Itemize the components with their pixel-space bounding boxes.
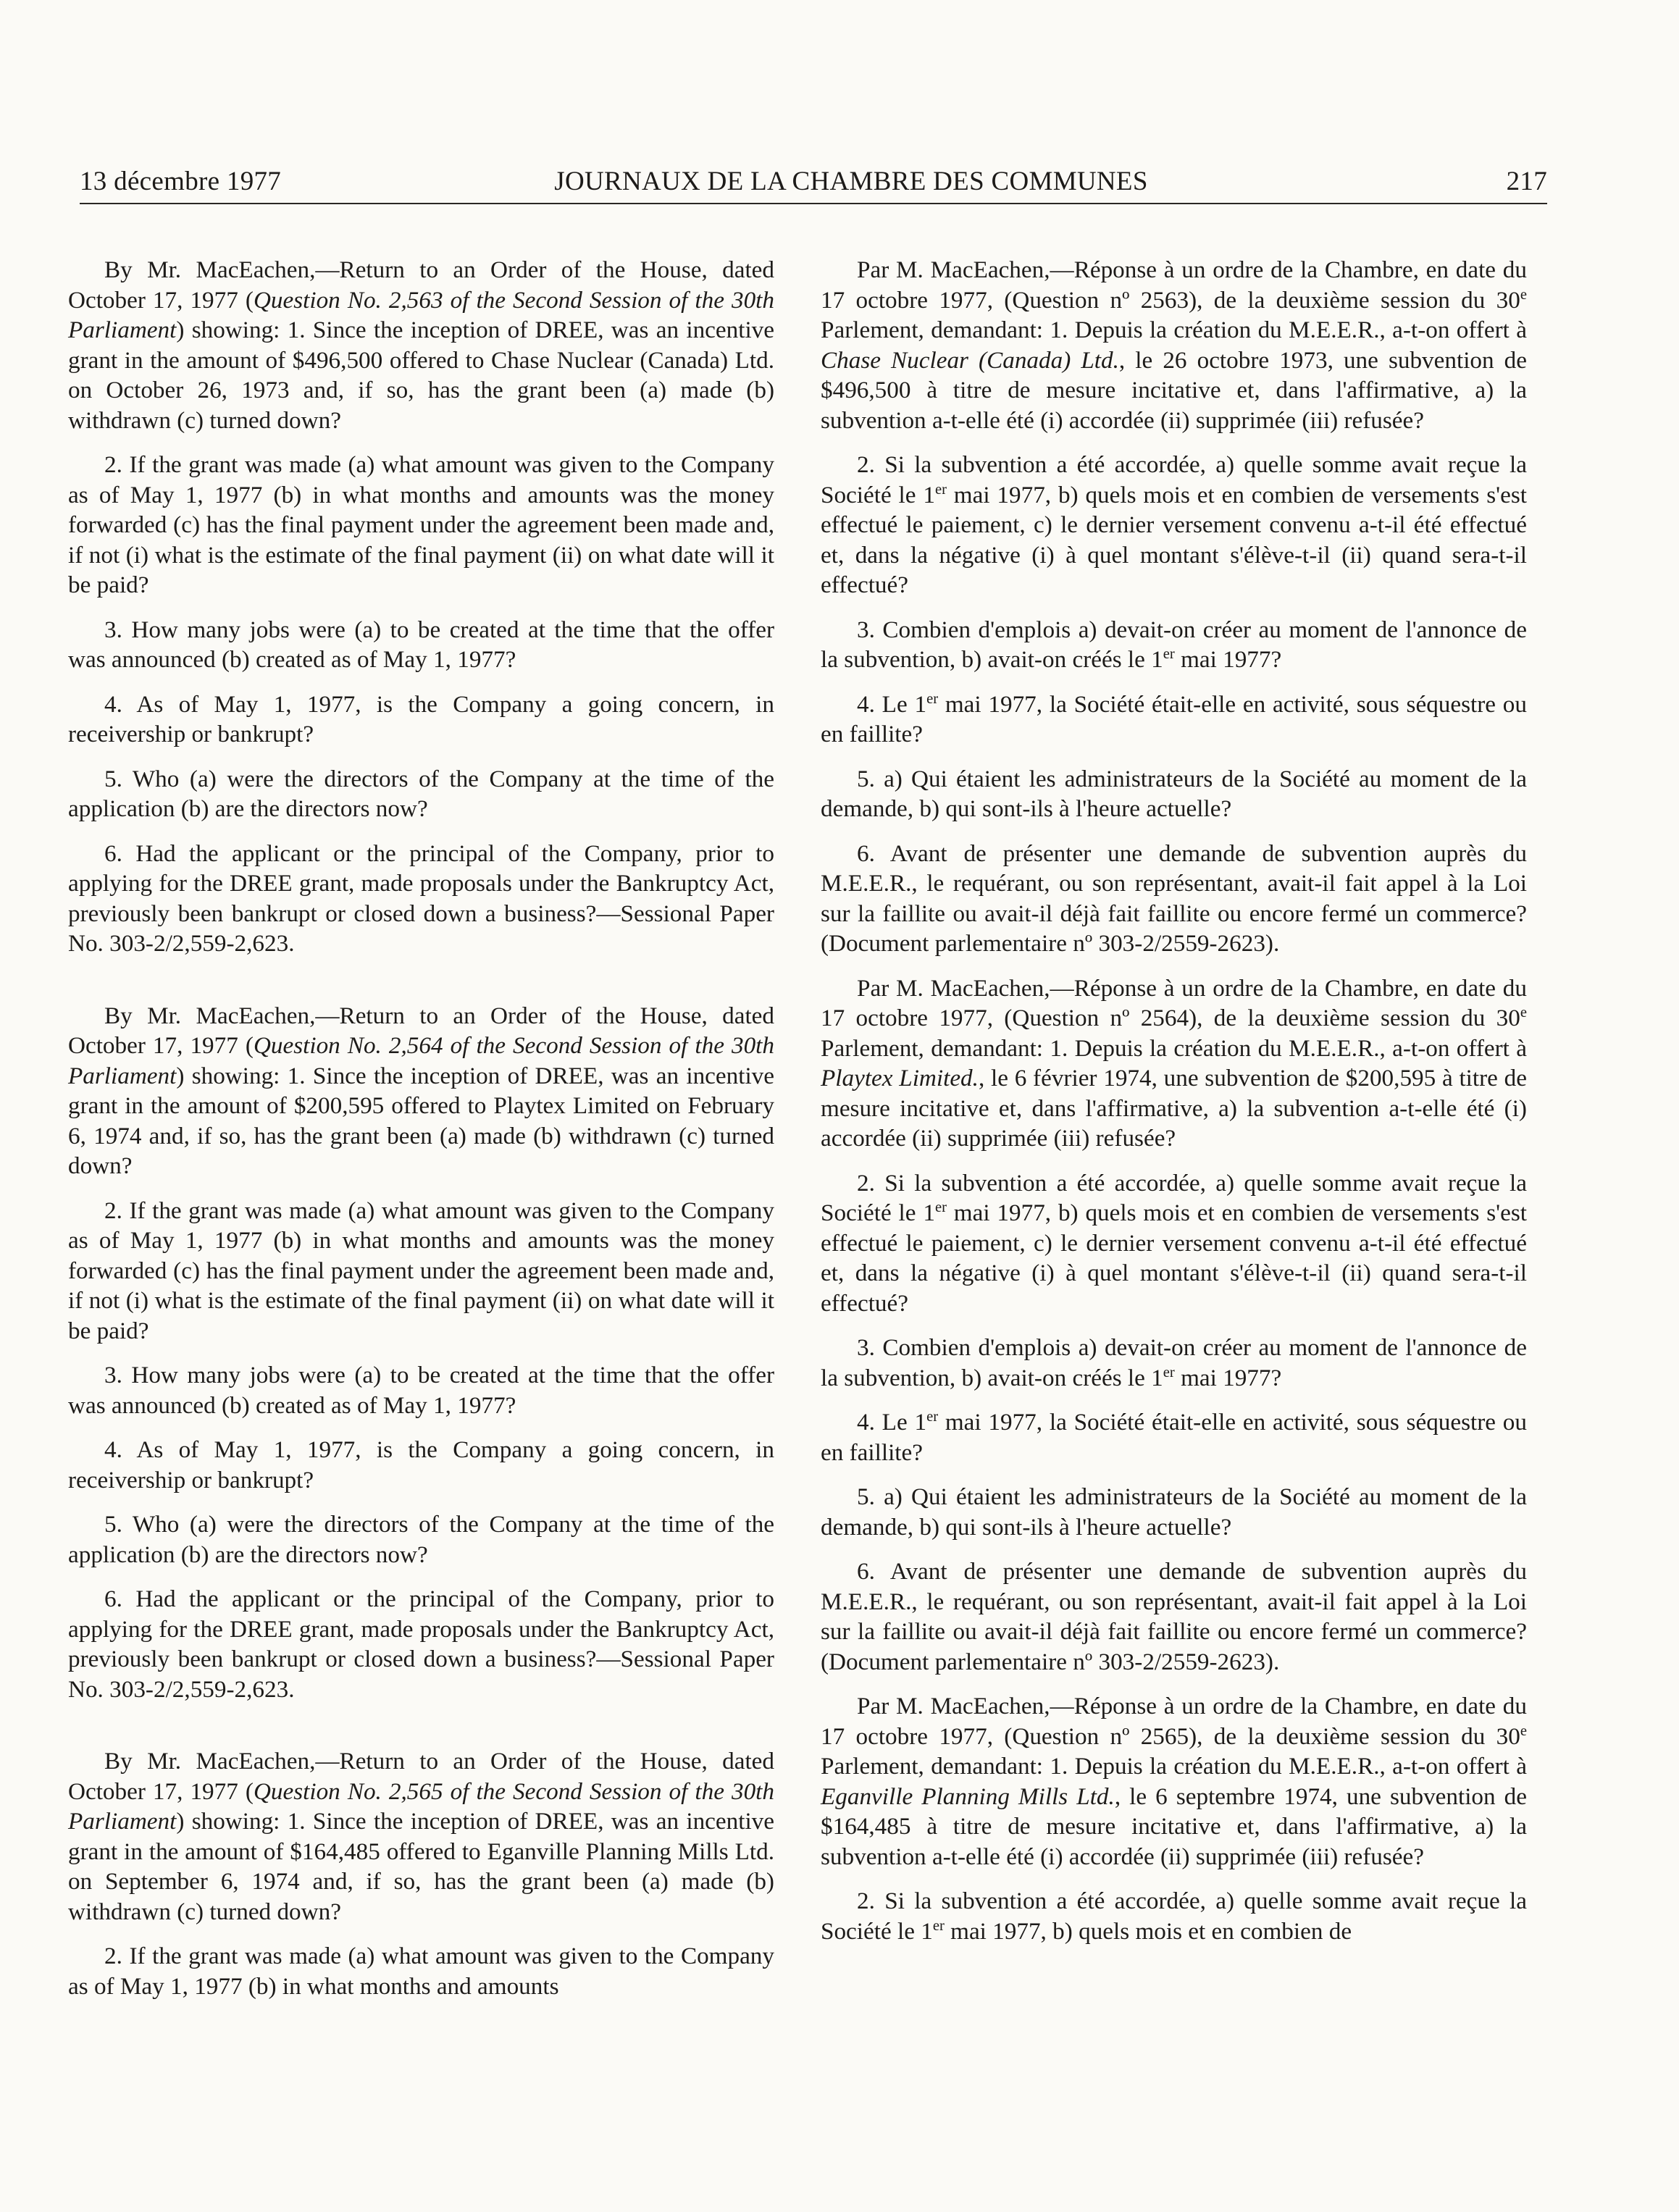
english-question-5: 5. Who (a) were the directors of the Company at the time of the application (b) are the directors now? <box>68 765 774 822</box>
company-name: Playtex Limited. <box>821 1065 979 1092</box>
english-question-4: 4. As of May 1, 1977, is the Company a going concern, in receivership or bankrupt? <box>68 1436 774 1493</box>
page-number: 217 <box>1506 167 1547 196</box>
english-return-2563 <box>68 255 774 959</box>
english-question-2: 2. If the grant was made (a) what amount was given to the Company as of May 1, 1977 (b) in what months and amounts <box>68 1943 774 2000</box>
french-intro: Par M. MacEachen,—Réponse à un ordre de la Chambre, en date du 17 octobre 1977, (Question nº 2565), de la deuxième session du 30e Parlement, demandant: 1. Depuis la création du M.E.E.R., a-t-on offert à Eganville Planning Mills Ltd., le 6 septembre 1974, une subvention de $164,485 à titre de mesure incitative et, dans l'affirmative, a) la subvention a-t-elle été (i) accordée (ii) supprimée (iii) refusée? <box>821 1693 1527 1870</box>
french-question-3: 3. Combien d'emplois a) devait-on créer au moment de l'annonce de la subvention, b) avait-on créés le 1er mai 1977? <box>821 1334 1527 1391</box>
french-question-5: 5. a) Qui étaient les administrateurs de la Société au moment de la demande, b) qui sont-ils à l'heure actuelle? <box>821 765 1527 822</box>
question-reference: Question No. 2,565 of the Second Session of the 30th Parliament <box>68 1777 774 1835</box>
french-question-2: 2. Si la subvention a été accordée, a) quelle somme avait reçue la Société le 1er mai 1977, b) quels mois et en combien de versements s'est effectué le paiement, c) le dernier versement convenu a-t-il été effectué et, dans la négative (i) à quel montant s'élève-t-il (ii) quand sera-t-il effectué? <box>821 451 1527 598</box>
english-question-4: 4. As of May 1, 1977, is the Company a going concern, in receivership or bankrupt? <box>68 690 774 747</box>
header-rule <box>80 203 1547 204</box>
english-intro: By Mr. MacEachen,—Return to an Order of the House, dated October 17, 1977 (Question No. 2,564 of the Second Session of the 30th Parliament) showing: 1. Since the inception of DREE, was an incentive grant in the amount of $200,595 offered to Playtex Limited on February 6, 1974 and, if so, has the grant been (a) made (b) withdrawn (c) turned down? <box>68 1002 774 1179</box>
header-title: JOURNAUX DE LA CHAMBRE DES COMMUNES <box>554 167 1148 196</box>
english-question-2: 2. If the grant was made (a) what amount was given to the Company as of May 1, 1977 (b) in what months and amounts was the money forwarded (c) has the final payment under the agreement been made and, if not (i) what is the estimate of the final payment (ii) on what date will it be paid? <box>68 1197 774 1344</box>
english-question-6: 6. Had the applicant or the principal of the Company, prior to applying for the DREE grant, made proposals under the Bankruptcy Act, previously been bankrupt or closed down a business?—Sessional Paper No. 303-2/2,559-2,623. <box>68 839 774 957</box>
french-question-5: 5. a) Qui étaient les administrateurs de la Société au moment de la demande, b) qui sont-ils à l'heure actuelle? <box>821 1483 1527 1541</box>
french-return-2564 <box>821 973 1527 1677</box>
english-return-2565 <box>68 1746 774 2001</box>
french-intro: Par M. MacEachen,—Réponse à un ordre de la Chambre, en date du 17 octobre 1977, (Question nº 2563), de la deuxième session du 30e Parlement, demandant: 1. Depuis la création du M.E.E.R., a-t-on offert à Chase Nuclear (Canada) Ltd., le 26 octobre 1973, une subvention de $496,500 à titre de mesure incitative et, dans l'affirmative, a) la subvention a-t-elle été (i) accordée (ii) supprimée (iii) refusée? <box>821 256 1528 434</box>
french-question-4: 4. Le 1er mai 1977, la Société était-elle en activité, sous séquestre ou en faillite? <box>821 1408 1527 1466</box>
header-date: 13 décembre 1977 <box>80 167 282 196</box>
english-question-3: 3. How many jobs were (a) to be created at the time that the offer was announced (b) created as of May 1, 1977? <box>68 1362 774 1419</box>
question-reference: Question No. 2,563 of the Second Session of the 30th Parliament <box>68 286 774 343</box>
french-question-2: 2. Si la subvention a été accordée, a) quelle somme avait reçue la Société le 1er mai 1977, b) quels mois et en combien de versements s'est effectué le paiement, c) le dernier versement convenu a-t-il été effectué et, dans la négative (i) à quel montant s'élève-t-il (ii) quand sera-t-il effectué? <box>821 1169 1527 1317</box>
english-intro: By Mr. MacEachen,—Return to an Order of the House, dated October 17, 1977 (Question No. 2,563 of the Second Session of the 30th Parliament) showing: 1. Since the inception of DREE, was an incentive grant in the amount of $496,500 offered to Chase Nuclear (Canada) Ltd. on October 26, 1973 and, if so, has the grant been (a) made (b) withdrawn (c) turned down? <box>68 256 774 434</box>
english-question-3: 3. How many jobs were (a) to be created at the time that the offer was announced (b) created as of May 1, 1977? <box>68 616 774 673</box>
question-reference: Question No. 2,564 of the Second Session of the 30th Parliament <box>68 1032 774 1089</box>
french-return-2563 <box>821 255 1527 959</box>
company-name: Eganville Planning Mills Ltd. <box>821 1782 1115 1810</box>
english-question-5: 5. Who (a) were the directors of the Company at the time of the application (b) are the directors now? <box>68 1511 774 1568</box>
french-question-6: 6. Avant de présenter une demande de subvention auprès du M.E.E.R., le requérant, ou son représentant, avait-il fait appel à la Loi sur la faillite ou avait-il déjà fait faillite ou encore fermé un commerce? (Document parlementaire nº 303-2/2559-2623). <box>821 839 1527 957</box>
english-return-2564 <box>68 1001 774 1705</box>
french-question-4: 4. Le 1er mai 1977, la Société était-elle en activité, sous séquestre ou en faillite? <box>821 690 1527 747</box>
french-return-2565 <box>821 1691 1527 1946</box>
english-column <box>68 255 774 2016</box>
company-name: Chase Nuclear (Canada) Ltd. <box>821 346 1119 374</box>
page-header <box>80 161 1547 204</box>
french-column <box>821 255 1527 1961</box>
english-intro: By Mr. MacEachen,—Return to an Order of the House, dated October 17, 1977 (Question No. 2,565 of the Second Session of the 30th Parliament) showing: 1. Since the inception of DREE, was an incentive grant in the amount of $164,485 offered to Eganville Planning Mills Ltd. on September 6, 1974 and, if so, has the grant been (a) made (b) withdrawn (c) turned down? <box>68 1748 774 1925</box>
french-question-2: 2. Si la subvention a été accordée, a) quelle somme avait reçue la Société le 1er mai 1977, b) quels mois et en combien de <box>821 1888 1527 1945</box>
english-question-6: 6. Had the applicant or the principal of the Company, prior to applying for the DREE grant, made proposals under the Bankruptcy Act, previously been bankrupt or closed down a business?—Sessional Paper No. 303-2/2,559-2,623. <box>68 1585 774 1703</box>
french-question-3: 3. Combien d'emplois a) devait-on créer au moment de l'annonce de la subvention, b) avait-on créés le 1er mai 1977? <box>821 616 1527 673</box>
english-question-2: 2. If the grant was made (a) what amount was given to the Company as of May 1, 1977 (b) in what months and amounts was the money forwarded (c) has the final payment under the agreement been made and, if not (i) what is the estimate of the final payment (ii) on what date will it be paid? <box>68 451 774 598</box>
french-intro: Par M. MacEachen,—Réponse à un ordre de la Chambre, en date du 17 octobre 1977, (Question nº 2564), de la deuxième session du 30e Parlement, demandant: 1. Depuis la création du M.E.E.R., a-t-on offert à Playtex Limited., le 6 février 1974, une subvention de $200,595 à titre de mesure incitative et, dans l'affirmative, a) la subvention a-t-elle été (i) accordée (ii) supprimée (iii) refusée? <box>821 974 1527 1152</box>
french-question-6: 6. Avant de présenter une demande de subvention auprès du M.E.E.R., le requérant, ou son représentant, avait-il fait appel à la Loi sur la faillite ou avait-il déjà fait faillite ou encore fermé un commerce? (Document parlementaire nº 303-2/2559-2623). <box>821 1558 1527 1675</box>
